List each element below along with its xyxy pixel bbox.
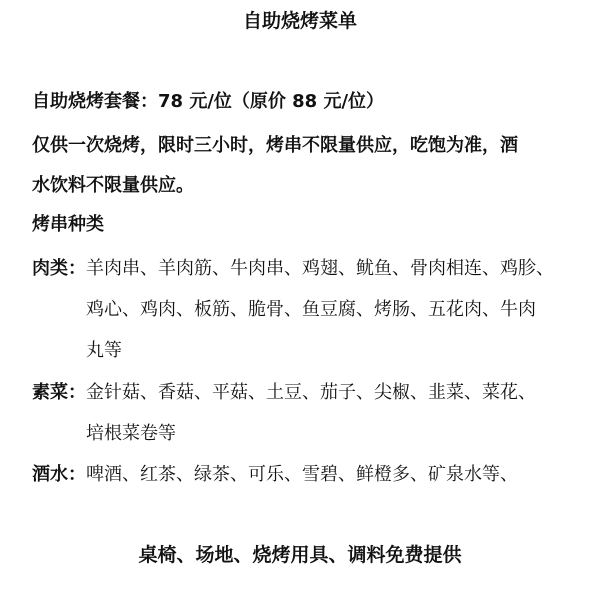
category-items-line: 鸡心、鸡肉、板筋、脆骨、鱼豆腐、烤肠、五花肉、牛肉 xyxy=(86,299,536,320)
description-line-2: 水饮料不限量供应。 xyxy=(32,175,194,196)
category-items-line: 丸等 xyxy=(86,340,122,361)
skewer-heading: 烤串种类 xyxy=(32,214,104,235)
category-items-line: 培根菜卷等 xyxy=(86,423,176,444)
menu-title: 自助烧烤菜单 xyxy=(242,10,357,32)
description-line-1: 仅供一次烧烤，限时三小时，烤串不限量供应，吃饱为准，酒 xyxy=(32,135,518,156)
package-price: 自助烧烤套餐：78 元/位（原价 88 元/位） xyxy=(32,91,385,112)
category-items-line: 金针菇、香菇、平菇、土豆、茄子、尖椒、韭菜、菜花、 xyxy=(86,382,536,403)
category-label-vegetable: 素菜： xyxy=(32,382,86,403)
category-label-meat: 肉类： xyxy=(32,258,86,279)
category-items-line: 羊肉串、羊肉筋、牛肉串、鸡翅、鱿鱼、骨肉相连、鸡胗、 xyxy=(86,258,554,279)
footer-note: 桌椅、场地、烧烤用具、调料免费提供 xyxy=(138,544,462,566)
category-label-drinks: 酒水： xyxy=(32,464,86,485)
category-items-line: 啤酒、红茶、绿茶、可乐、雪碧、鲜橙多、矿泉水等、 xyxy=(86,464,518,485)
